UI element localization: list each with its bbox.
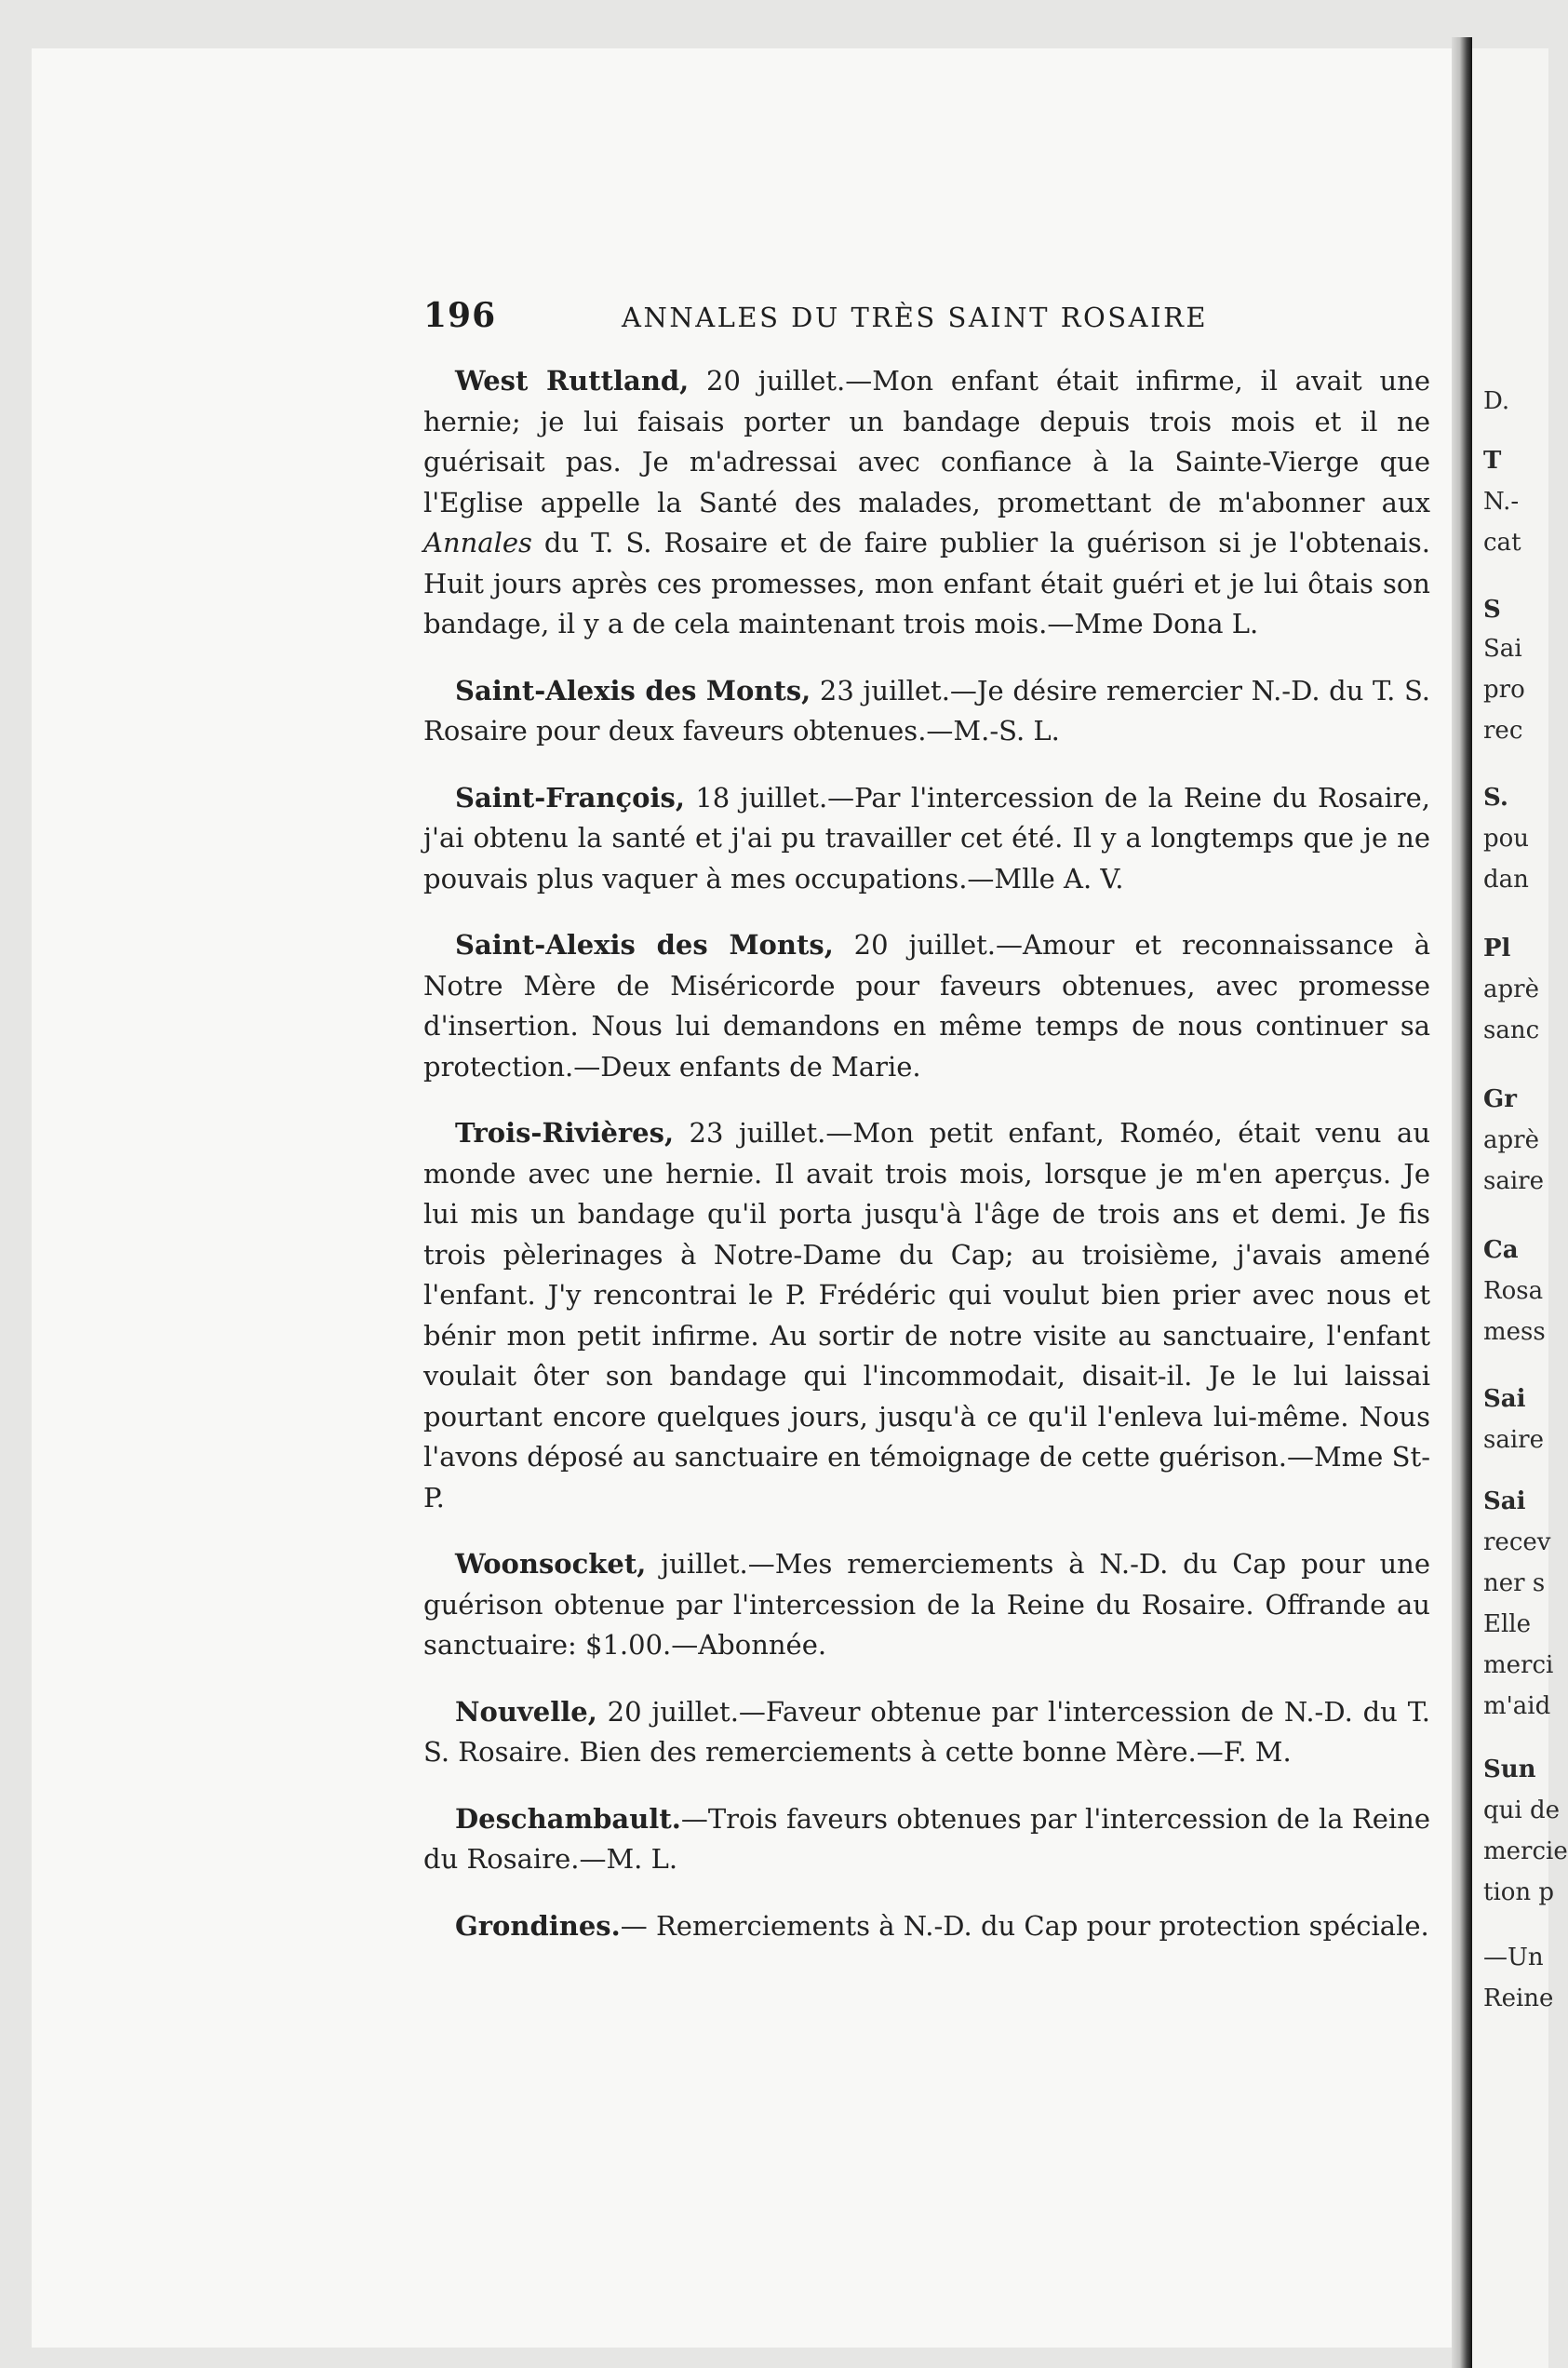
facing-line: Sun [1483, 1756, 1536, 1783]
entry-saint-francois [423, 778, 1430, 900]
facing-line: saire [1483, 1167, 1544, 1195]
entry-place: Saint-François, [455, 781, 685, 814]
entry-text: —Trois faveurs obtenues par l'intercession de la Reine du Rosaire.—M. L. [423, 1802, 1430, 1875]
facing-line: T [1483, 447, 1502, 475]
facing-line: Sai [1483, 1487, 1526, 1515]
entry-italic-title: Annales [423, 527, 532, 558]
entry-place: Trois-Rivières, [455, 1117, 675, 1149]
facing-page-edge [1472, 48, 1568, 2368]
facing-line: Sai [1483, 635, 1522, 663]
entry-text: 20 juillet.—Faveur obtenue par l'intercession de N.-D. du T. S. Rosaire. Bien des remerciements à cette bonne Mère.—F. M. [423, 1695, 1430, 1768]
facing-line: Rosa [1483, 1277, 1544, 1305]
entry-text: juillet.—Mes remerciements à N.-D. du Cap pour une guérison obtenue par l'intercession de la Reine du Rosaire. Offrande au sanctuaire: $1.00.—Abonnée. [423, 1548, 1430, 1661]
entry-text: du T. S. Rosaire et de faire publier la guérison si je l'obtenais. Huit jours après ces promesses, mon enfant était guéri et je lui ôtais son bandage, il y a de cela maintenant trois mois.—Mme Dona L. [423, 527, 1430, 639]
facing-line: rec [1483, 717, 1523, 745]
facing-line: S. [1483, 784, 1508, 812]
entry-woonsocket [423, 1544, 1430, 1666]
facing-line: m'aid [1483, 1692, 1551, 1720]
page-body [423, 361, 1430, 1972]
entry-text: 23 juillet.—Mon petit enfant, Roméo, était venu au monde avec une hernie. Il avait trois mois, lorsque je m'en aperçus. Je lui mis un bandage qu'il porta jusqu'à l'âge de trois ans et demi. Je fis trois pèlerinages à Notre-Dame du Cap; au troisième, j'avais amené l'enfant. J'y rencontrai le P. Frédéric qui voulut bien prier avec nous et bénir mon petit infirme. Au sortir de notre visite au sanctuaire, l'enfant voulait ôter son bandage qui l'incommodait, disait-il. Je le lui laissai pourtant encore quelques jours, jusqu'à ce qu'il l'enleva lui-même. Nous l'avons déposé au sanctuaire en témoignage de cette guérison.—Mme St-P. [423, 1117, 1430, 1514]
facing-line: Ca [1483, 1236, 1519, 1264]
entry-deschambault [423, 1799, 1430, 1880]
facing-line: Pl [1483, 935, 1511, 962]
facing-line: sanc [1483, 1016, 1540, 1044]
entry-west-ruttland [423, 361, 1430, 645]
facing-line: ner s [1483, 1569, 1546, 1597]
facing-line: Reine [1483, 1985, 1554, 2012]
facing-line: Sai [1483, 1385, 1526, 1413]
facing-line: mess [1483, 1318, 1546, 1346]
facing-line: S [1483, 596, 1501, 624]
entry-trois-rivieres [423, 1113, 1430, 1518]
facing-line: Elle [1483, 1610, 1531, 1638]
entry-saint-alexis-1 [423, 671, 1430, 752]
facing-line: N.- [1483, 488, 1520, 516]
book-gutter [1452, 37, 1472, 2368]
entry-text: 20 juillet.—Mon enfant était infirme, il avait une hernie; je lui faisais porter un bandage depuis trois mois et il ne guérisait pas. Je m'adressai avec confiance à la Sainte-Vierge que l'Eglise appelle la Santé des malades, promettant de m'abonner aux [423, 365, 1430, 518]
entry-grondines [423, 1906, 1430, 1947]
entry-text: — Remerciements à N.-D. du Cap pour protection spéciale. [620, 1909, 1429, 1942]
facing-line: D. [1483, 387, 1510, 415]
entry-saint-alexis-2 [423, 925, 1430, 1087]
running-title: ANNALES DU TRÈS SAINT ROSAIRE [622, 302, 1209, 333]
facing-line: dan [1483, 866, 1529, 894]
facing-line: aprè [1483, 975, 1539, 1003]
facing-line: recev [1483, 1528, 1551, 1556]
entry-text: 23 juillet.—Je désire remercier N.-D. du T. S. Rosaire pour deux faveurs obtenues.—M.-S. L. [423, 674, 1430, 747]
facing-line: saire [1483, 1426, 1544, 1454]
entry-place: Nouvelle, [455, 1695, 597, 1728]
facing-line: tion p [1483, 1878, 1555, 1906]
facing-line: pou [1483, 825, 1530, 853]
page-header [423, 296, 1242, 339]
entry-place: Saint-Alexis des Monts, [455, 674, 811, 706]
page-number: 196 [423, 296, 497, 335]
facing-line: pro [1483, 676, 1525, 704]
entry-text: 18 juillet.—Par l'intercession de la Reine du Rosaire, j'ai obtenu la santé et j'ai pu travailler cet été. Il y a longtemps que je ne pouvais plus vaquer à mes occupations.—Mlle A. V. [423, 781, 1430, 895]
entry-text: 20 juillet.—Amour et reconnaissance à Notre Mère de Miséricorde pour faveurs obtenues, avec promesse d'insertion. Nous lui demandons en même temps de nous continuer sa protection.—Deux enfants de Marie. [423, 929, 1430, 1083]
entry-place: Woonsocket, [455, 1548, 647, 1580]
entry-nouvelle [423, 1692, 1430, 1773]
facing-line: —Un [1483, 1944, 1544, 1971]
entry-place: Deschambault. [455, 1802, 681, 1835]
facing-line: mercie [1483, 1837, 1568, 1865]
facing-line: aprè [1483, 1126, 1539, 1154]
entry-place: Saint-Alexis des Monts, [455, 929, 834, 961]
entry-place: Grondines. [455, 1909, 621, 1942]
facing-line: merci [1483, 1651, 1554, 1679]
facing-line: qui de [1483, 1796, 1560, 1824]
entry-place: West Ruttland, [455, 365, 690, 397]
facing-line: Gr [1483, 1085, 1517, 1113]
facing-line: cat [1483, 529, 1521, 557]
